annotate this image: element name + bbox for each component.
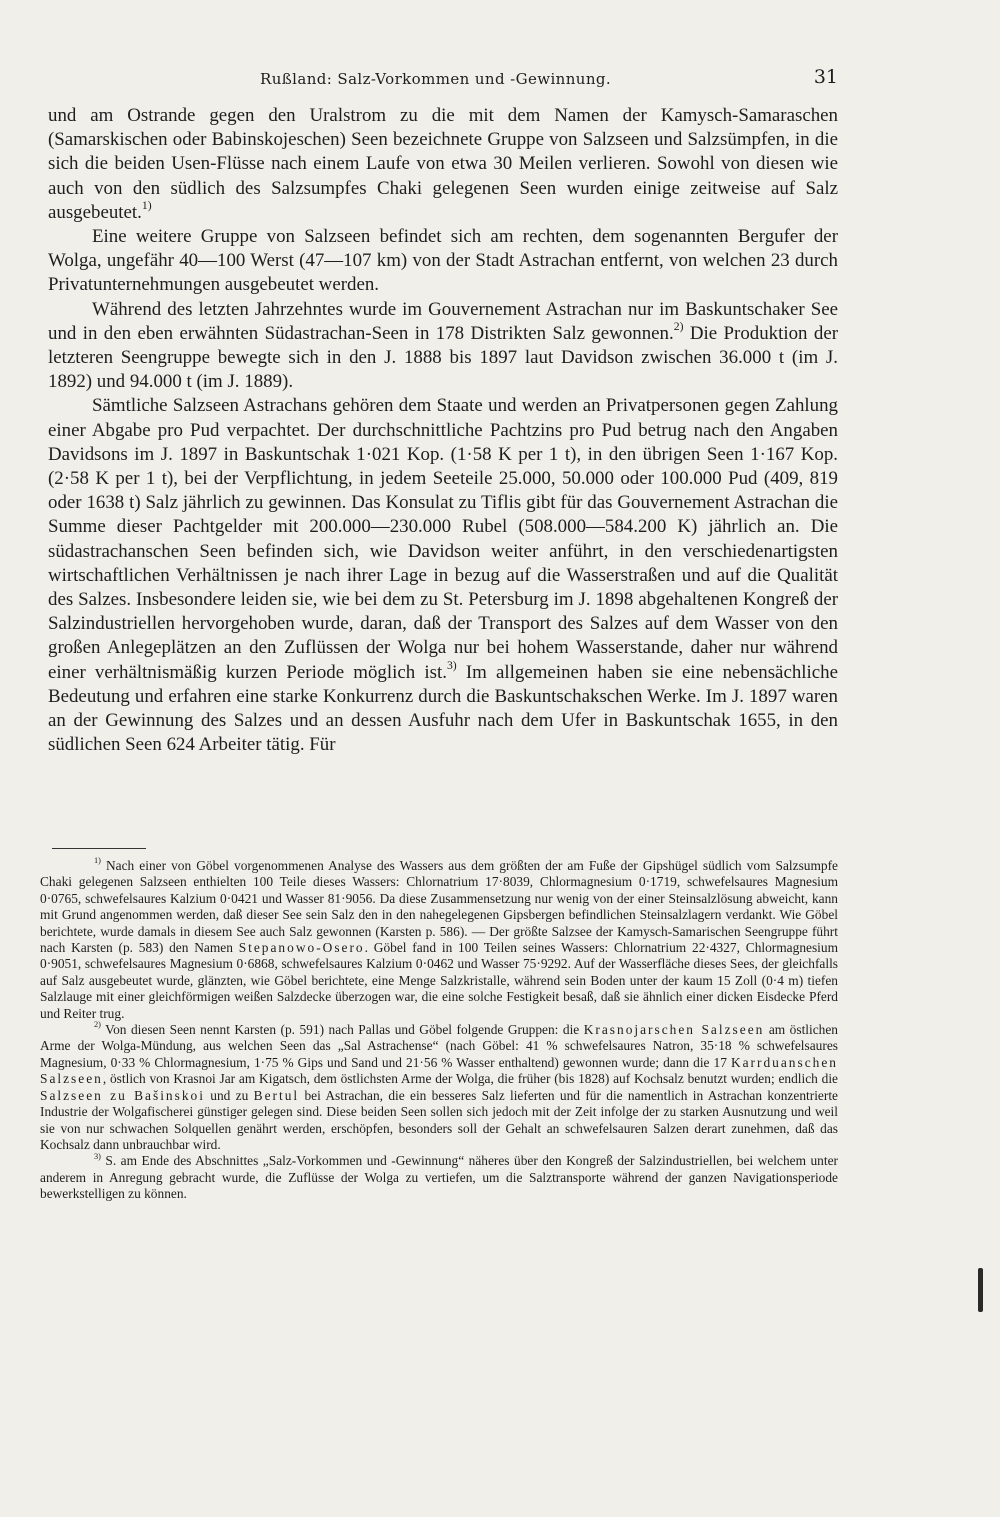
footnote-ref-3: 3) [446, 658, 457, 672]
footnote-ref-2: 2) [673, 319, 684, 333]
lake-name: Stepanowo-Osero [238, 940, 365, 956]
lake-name: Salzseen zu Bašinskoi [40, 1087, 205, 1103]
lake-name: Bertul [253, 1087, 300, 1103]
footnote-1: $^{1)}$ Nach einer von Göbel vorgenommenen Analyse des Wassers aus dem größten der am Fuße der Gipshügel südlich vom Salzsumpfe Chaki gelegenen Salzseen enthielten 100 Teile dieses Wassers: Chlornatrium 17·8039, Chlormagnesium 0·1719, schwefelsaures Magnesium 0·0765, schwefelsaures Kalzium 0·0421 und Wasser 81·9056. Da diese Zusammensetzung nur wenig von der einer Steinsalzlösung abweicht, kann mit Grund angenommen werden, daß dieser See sein Salz den in den nahegelegenen Gipsbergen befindlichen Steinsalzlagern verdankt. Wie Göbel berichtete, wurde damals in diesem See auch Salz gewonnen (Karsten p. 586). — Der größte Salzsee der Kamysch-Samarischen Seengruppe führt nach Karsten (p. 583) den Namen Stepanowo-Osero. Göbel fand in 100 Teilen seines Wassers: Chlornatrium 22·4327, Chlormagnesium 0·9051, schwefelsaures Magnesium 0·6868, schwefelsaures Kalzium 0·0462 und Wasser 75·9292. Auf der Wasserfläche dieses Sees, der gleichfalls auf Salz ausgebeutet wurde, glänzten, wie Göbel berichtete, eine Menge Salzkristalle, während sein Boden unter der kaum 15 Zoll (0·4 m) tiefen Salzlauge mit einer gleichförmigen weißen Salzdecke überzogen war, die eine solche Festigkeit besaß, daß sie ähnlich einer dicken Eisdecke Pferd und Reiter trug. [40, 856, 838, 1021]
running-header [48, 66, 838, 92]
footnote-mark-3: 3) [94, 1151, 101, 1161]
footnote-ref-1: 1) [141, 198, 152, 212]
lake-name: Karrduanschen Salzseen [40, 1054, 838, 1087]
footnote-3: $^{3)}$ S. am Ende des Abschnittes „Salz-Vorkommen und -Gewinnung“ näheres über den Kongreß der Salzindustriellen, bei welchem unter anderem in Anregung gebracht wurde, die Zuflüsse der Wolga zu vertiefen, um die Salztransporte während der ganzen Navigationsperiode bewerkstelligen zu können. [40, 1151, 838, 1202]
paragraph-2: Eine weitere Gruppe von Salzseen befindet sich am rechten, dem sogenannten Bergufer der Wolga, ungefähr 40—100 Werst (47—107 km) von der Stadt Astrachan entfernt, von welchen 23 durch Privatunternehmungen ausgebeutet werden. [48, 226, 838, 296]
footnote-separator [52, 848, 146, 849]
header-title: Rußland: Salz-Vorkommen und -Gewinnung. [260, 70, 612, 88]
lake-name: Krasnojarschen Salzseen [583, 1022, 765, 1038]
main-body-text [48, 104, 838, 757]
paragraph-1: und am Ostrande gegen den Uralstrom zu die mit dem Namen der Kamysch-Samaraschen (Samarskischen oder Babinskojeschen) Seen bezeichnete Gruppe von Salzseen und Salzsümpfen, in die sich die beiden Usen-Flüsse nach einem Laufe von etwa 30 Meilen verlieren. Sowohl von diesen wie auch von den südlich des Salzsumpfes Chaki gelegenen Seen wurden einige zeitweise auf Salz ausgebeutet.$^{1)}$ [48, 105, 838, 223]
page-number: 31 [813, 66, 838, 88]
paragraph-4: Sämtliche Salzseen Astrachans gehören dem Staate und werden an Privatpersonen gegen Zahlung einer Abgabe pro Pud verpachtet. Der durchschnittliche Pachtzins pro Pud betrug nach den Angaben Davidsons im J. 1897 in Baskuntschak 1·021 Kop. (1·58 K per 1 t), in den übrigen Seen 1·167 Kop. (2·58 K per 1 t), bei der Verpflichtung, in jedem Seeteile 25.000, 50.000 oder 100.000 Pud (409, 819 oder 1638 t) Salz jährlich zu gewinnen. Das Konsulat zu Tiflis gibt für das Gouvernement Astrachan die Summe dieser Pachtgelder mit 200.000—230.000 Rubel (508.000—584.200 K) jährlich an. Die südastrachanschen Seen befinden sich, wie Davidson weiter anführt, in den verschiedenartigsten wirtschaftlichen Verhältnissen je nach ihrer Lage in bezug auf die Wasserstraßen und auf die Qualität des Salzes. Insbesondere leiden sie, wie bei dem zu St. Petersburg im J. 1898 abgehaltenen Kongreß der Salzindustriellen hervorgehoben wurde, daran, daß der Transport des Salzes auf dem Wasser von den großen Anlegeplätzen an den Zuflüssen der Wolga nur bei hohem Wasserstande, daher nur während einer verhältnismäßig kurzen Periode möglich ist.$^{3)}$ Im allgemeinen haben sie eine nebensächliche Bedeutung und erfahren eine starke Konkurrenz durch die Baskuntschakschen Werke. Im J. 1897 waren an der Gewinnung des Salzes und an dessen Ausfuhr nach dem Ufer in Baskuntschak 1655, in den südlichen Seen 624 Arbeiter tätig. Für [48, 395, 838, 756]
footnote-mark-2: 2) [94, 1020, 101, 1030]
scan-mark [978, 1268, 983, 1312]
footnote-2: $^{2)}$ Von diesen Seen nennt Karsten (p. 591) nach Pallas und Göbel folgende Gruppen: die Krasnojarschen Salzseen am östlichen Arme der Wolga-Mündung, aus welchen Seen das „Sal Astrachense“ (nach Göbel: 41 % schwefelsaures Natron, 35·18 % schwefelsaures Magnesium, 0·33 % Chlormagnesium, 1·75 % Gips und Sand und 21·56 % Wasser enthaltend) gewonnen wurde; dann die 17 Karrduanschen Salzseen, östlich von Krasnoi Jar am Kigatsch, dem östlichsten Arme der Wolga, die früher (bis 1828) auf Kochsalz benutzt wurden; endlich die Salzseen zu Bašinskoi und zu Bertul bei Astrachan, die ein besseres Salz lieferten und für die namentlich in Astrachan konzentrierte Industrie der Wolgafischerei günstiger gelegen sind. Diese beiden Seen sollen sich jedoch mit der Zeit infolge der zu starken Ausnutzung und weil sie von nur schwachen Solquellen genährt werden, erschöpfen, besonders soll der Gehalt an schwefelsauren Salzen derart zunehmen, daß das Kochsalz dann unbrauchbar wird. [40, 1020, 839, 1152]
footnotes [40, 858, 838, 1203]
paragraph-3: Während des letzten Jahrzehntes wurde im Gouvernement Astrachan nur im Baskuntschaker See und in den eben erwähnten Südastrachan-Seen in 178 Distrikten Salz gewonnen.$^{2)}$ Die Produktion der letzteren Seengruppe bewegte sich in den J. 1888 bis 1897 laut Davidson zwischen 36.000 t (im J. 1892) und 94.000 t (im J. 1889). [48, 298, 838, 393]
footnote-mark-1: 1) [94, 856, 101, 866]
